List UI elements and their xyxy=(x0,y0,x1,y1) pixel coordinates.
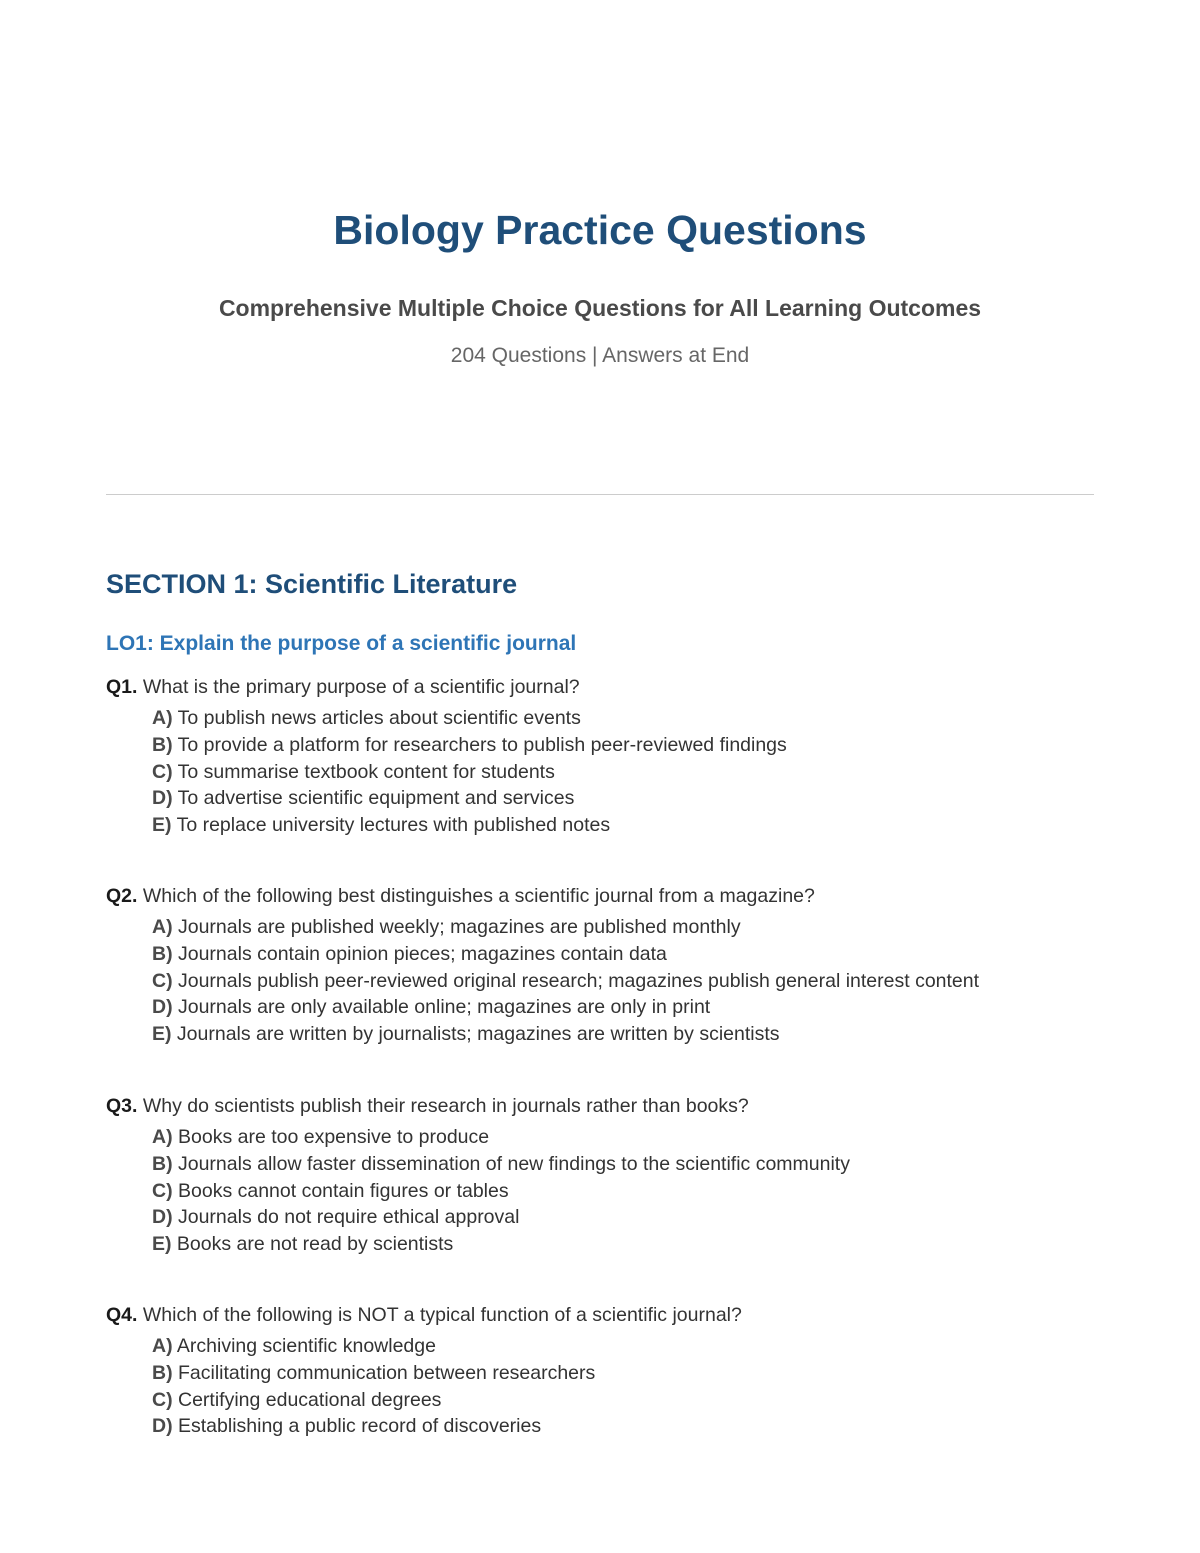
question-stem: Why do scientists publish their research in journals rather than books? xyxy=(137,1095,749,1117)
question-block xyxy=(106,1093,1086,1258)
question-number: Q4. xyxy=(106,1304,138,1326)
answer-option xyxy=(106,1413,1086,1440)
question-block xyxy=(106,674,1086,839)
question-text xyxy=(106,1302,1086,1329)
option-text: To replace university lectures with published notes xyxy=(171,814,611,837)
option-text: Journals contain opinion pieces; magazines contain data xyxy=(172,942,667,965)
option-text: To publish news articles about scientific events xyxy=(172,707,581,729)
option-list xyxy=(106,1333,1086,1440)
option-letter: D) xyxy=(152,787,173,810)
option-text: Journals publish peer-reviewed original research; magazines publish general interest content xyxy=(172,969,980,992)
horizontal-divider xyxy=(106,494,1094,495)
document-subtitle: Comprehensive Multiple Choice Questions for All Learning Outcomes xyxy=(218,295,982,321)
option-text: Books cannot contain figures or tables xyxy=(172,1179,509,1202)
option-text: Archiving scientific knowledge xyxy=(172,1335,436,1357)
option-text: Facilitating communication between researchers xyxy=(172,1361,596,1384)
answer-option xyxy=(106,1178,1086,1205)
option-text: Books are not read by scientists xyxy=(171,1233,454,1256)
answer-option xyxy=(106,1151,1086,1178)
question-text xyxy=(106,883,1086,910)
option-letter: B) xyxy=(152,733,173,756)
option-list xyxy=(106,914,1086,1048)
option-letter: E) xyxy=(152,814,172,837)
option-text: To summarise textbook content for students xyxy=(172,760,555,783)
option-letter: D) xyxy=(152,996,173,1019)
answer-option xyxy=(106,941,1086,968)
document-meta: 204 Questions | Answers at End xyxy=(450,344,750,367)
answer-option xyxy=(106,759,1086,786)
option-text: Books are too expensive to produce xyxy=(172,1126,490,1148)
answer-option xyxy=(106,732,1086,759)
option-letter: C) xyxy=(152,1388,173,1411)
question-number: Q1. xyxy=(106,676,138,698)
question-block xyxy=(106,1302,1086,1440)
answer-option xyxy=(106,1021,1086,1048)
option-letter: B) xyxy=(152,942,173,965)
option-text: Journals are published weekly; magazines are published monthly xyxy=(172,916,741,938)
option-text: Journals allow faster dissemination of new findings to the scientific community xyxy=(172,1152,850,1175)
document-title: Biology Practice Questions xyxy=(333,207,867,253)
option-text: Journals are only available online; magazines are only in print xyxy=(172,996,711,1019)
answer-option xyxy=(106,1333,1086,1360)
option-list xyxy=(106,705,1086,839)
option-text: Certifying educational degrees xyxy=(172,1388,442,1411)
option-letter: C) xyxy=(152,760,173,783)
question-stem: Which of the following is NOT a typical function of a scientific journal? xyxy=(137,1304,742,1326)
section-heading: SECTION 1: Scientific Literature xyxy=(106,569,518,599)
question-number: Q3. xyxy=(106,1095,138,1117)
option-text: To advertise scientific equipment and services xyxy=(172,787,575,810)
option-letter: A) xyxy=(152,916,173,938)
answer-option xyxy=(106,994,1086,1021)
option-letter: A) xyxy=(152,1335,173,1357)
answer-option xyxy=(106,968,1086,995)
question-number: Q2. xyxy=(106,885,138,907)
answer-option xyxy=(106,1124,1086,1151)
question-stem: Which of the following best distinguishes a scientific journal from a magazine? xyxy=(137,885,815,907)
option-letter: B) xyxy=(152,1361,173,1384)
option-text: Journals are written by journalists; magazines are written by scientists xyxy=(171,1023,780,1046)
option-letter: C) xyxy=(152,969,173,992)
option-letter: B) xyxy=(152,1152,173,1175)
answer-option xyxy=(106,1231,1086,1258)
option-letter: C) xyxy=(152,1179,173,1202)
option-text: To provide a platform for researchers to publish peer-reviewed findings xyxy=(172,733,787,756)
learning-outcome-heading: LO1: Explain the purpose of a scientific journal xyxy=(106,632,577,655)
option-letter: A) xyxy=(152,707,173,729)
option-list xyxy=(106,1124,1086,1258)
answer-option xyxy=(106,785,1086,812)
answer-option xyxy=(106,705,1086,732)
answer-option xyxy=(106,914,1086,941)
answer-option xyxy=(106,1204,1086,1231)
option-letter: A) xyxy=(152,1126,173,1148)
question-stem: What is the primary purpose of a scientific journal? xyxy=(137,676,580,698)
option-letter: E) xyxy=(152,1233,172,1256)
option-letter: D) xyxy=(152,1206,173,1229)
answer-option xyxy=(106,812,1086,839)
option-letter: D) xyxy=(152,1415,173,1438)
question-block xyxy=(106,883,1086,1048)
option-text: Establishing a public record of discoveries xyxy=(172,1415,542,1438)
option-letter: E) xyxy=(152,1023,172,1046)
question-text xyxy=(106,674,1086,701)
answer-option xyxy=(106,1387,1086,1414)
option-text: Journals do not require ethical approval xyxy=(172,1206,520,1229)
question-text xyxy=(106,1093,1086,1120)
answer-option xyxy=(106,1360,1086,1387)
